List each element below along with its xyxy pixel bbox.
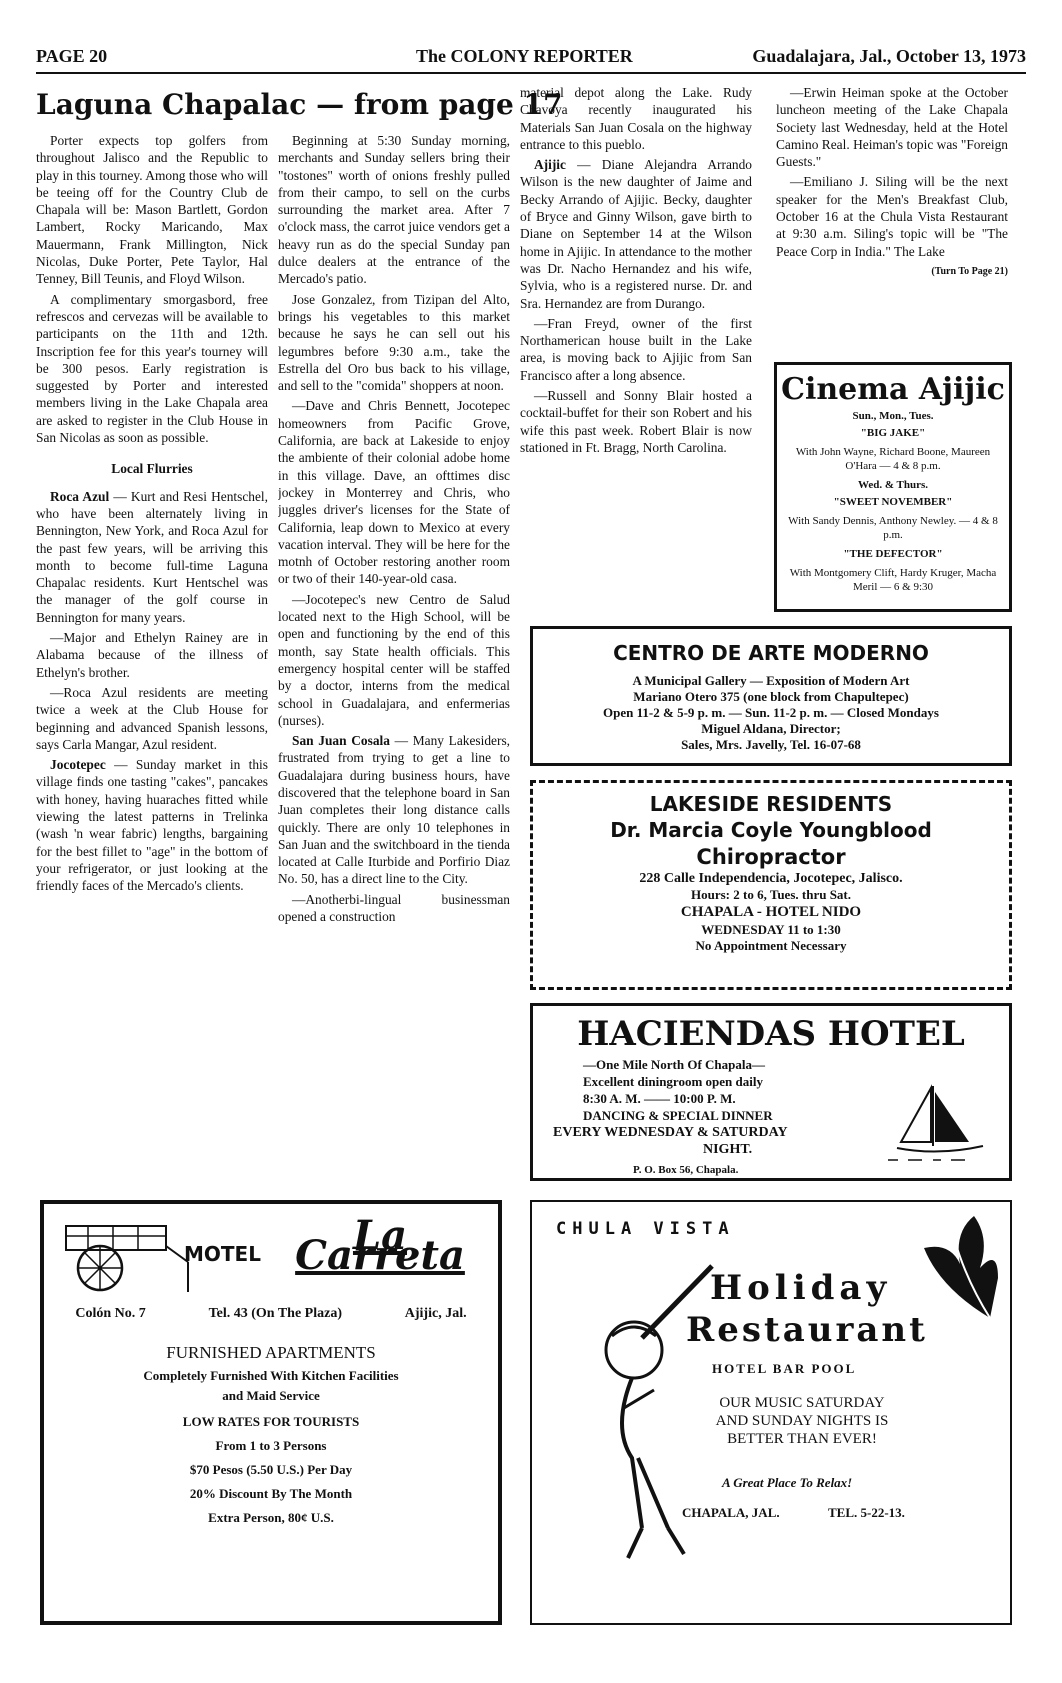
chula-vista-slogan: A Great Place To Relax! [722, 1475, 853, 1490]
chula-vista-phone: TEL. 5-22-13. [828, 1505, 905, 1520]
chula-vista-title: Restaurant [686, 1310, 928, 1350]
article-paragraph: —Roca Azul residents are meeting twice a week at the Club House for beginning and advanced Spanish lessons, says Carla Mangar, Azul resident. [36, 684, 268, 752]
cinema-film: "SWEET NOVEMBER" [833, 496, 953, 508]
cinema-title: Cinema Ajijic [781, 372, 1005, 407]
arte-title: CENTRO DE ARTE MODERNO [613, 641, 929, 665]
column-4 [776, 84, 1008, 349]
chula-vista-ad [530, 1200, 1012, 1625]
cinema-cast: With John Wayne, Richard Boone, Maureen O'Hara — 4 & 8 p.m. [795, 446, 991, 472]
arte-ad [530, 626, 1012, 766]
column-3 [520, 84, 752, 604]
haciendas-line: NIGHT. [703, 1142, 753, 1157]
article-paragraph: —Erwin Heiman spoke at the October luncheon meeting of the Lake Chapala Society last Wednesday, held at the Hotel Camino Real. Heiman's topic was "Foreign Guests." [776, 85, 1008, 170]
motel-line: $70 Pesos (5.50 U.S.) Per Day [189, 1462, 353, 1477]
chula-vista-line: BETTER THAN EVER! [727, 1431, 877, 1447]
chula-vista-town: CHAPALA, JAL. [682, 1505, 780, 1520]
arte-line: Mariano Otero 375 (one block from Chapultepec) [633, 689, 909, 704]
chiropractor-note: No Appointment Necessary [695, 938, 847, 953]
column-1 [36, 132, 268, 1162]
cinema-ad [774, 362, 1012, 612]
article-paragraph: —Dave and Chris Bennett, Jocotepec homeowners from Pacific Grove, California, are back at Lakeside to enjoy the ambiente of their colonial adobe home in this village. Dave, an ofttimes disc jockey in Monterrey and Chris, who juggles driver's licenses for the State of California, leap down to Mexico at every vacation interval. They will be here for the motnh of October restoring another room or two of their 140-year-old casa. [278, 398, 510, 587]
continued-notice: (Turn To Page 21) [931, 265, 1008, 277]
motel-line: and Maid Service [222, 1388, 320, 1403]
article-paragraph: A complimentary smorgasbord, free refrescos and cervezas will be available to participants on the 11th and 12th. Inscription fee for this year's tourney will be 300 pesos. Early registration is suggested by Porter and interested members living in the Lake Chapala area are asked to register in the Club House in San Nicolas as soon as possible. [36, 291, 268, 446]
section-subhead: Local Flurries [111, 461, 193, 477]
motel-line: Extra Person, 80¢ U.S. [208, 1510, 334, 1525]
motel-phone: Tel. 43 (On The Plaza) [208, 1306, 342, 1321]
cinema-cast: With Montgomery Clift, Hardy Kruger, Macha Meril — 6 & 9:30 [789, 567, 997, 593]
article-paragraph: San Juan Cosala — Many Lakesiders, frustrated from trying to get a line to Guadalajara during business hours, have discovered that the telephone board in San Juan completes their long distance calls quickly. There are only 10 telephones in San Juan and the switchboard in the tienda located at Calle Iturbide and Porfirio Diaz No. 50, has a direct line to the City. [278, 733, 510, 887]
motel-line: 20% Discount By The Month [189, 1486, 353, 1501]
haciendas-line: EVERY WEDNESDAY & SATURDAY [553, 1125, 788, 1140]
motel-address: Colón No. 7 [75, 1306, 146, 1321]
chula-vista-amenities: HOTEL BAR POOL [712, 1361, 857, 1376]
motel-line: From 1 to 3 Persons [215, 1438, 327, 1453]
motel-line: Completely Furnished With Kitchen Facilities [143, 1368, 399, 1383]
sailboat-icon [883, 1076, 993, 1166]
article-paragraph: Beginning at 5:30 Sunday morning, merchants and Sunday sellers bring their "tostones" worth of onions freshly pulled from their campo, to sell on the curbs surrounding the market area. After 7 o'clock mass, the carrot juice vendors get a heavy run as do the special Sunday pan dulce dealers at the entrance of the Mercado's patio. [278, 133, 510, 287]
haciendas-line: —One Mile North Of Chapala— [583, 1057, 765, 1072]
article-paragraph: Porter expects top golfers from throughout Jalisco and the Republic to play in this tourney. Among those who will be teeing off for the Country Club de Chapala will be: Mason Bartlett, Gordon Lambert, Rocky Maricando, Max Mauermann, Frank Millington, Nick Nicolas, Duke Porter, Pete Taylor, Hal Tenney, Bill Teunis, and Floyd Wilson. [36, 133, 268, 287]
chiropractor-hours: Hours: 2 to 6, Tues. thru Sat. [691, 887, 851, 902]
cart-icon [58, 1216, 193, 1296]
chula-vista-title: Holiday [710, 1268, 892, 1308]
article-paragraph: Ajijic — Diane Alejandra Arrando Wilson is the new daughter of Jaime and Becky Arrando of Ajijic. Becky, daughter of Bryce and Ginny Wilson, gave birth to Diane on September 14 at the Wilson home in Ajijic. In attendance to the mother was Dr. Nacho Hernandez and his wife, Sylvia, who is a registered nurse. Dr. and Sra. Hernandez are from Durango. [520, 157, 752, 311]
article-paragraph: —Fran Freyd, owner of the first Northamerican house built in the Lake area, is moving back to Ajijic from San Francisco after a long absence. [520, 315, 752, 383]
article-paragraph: —Major and Ethelyn Rainey are in Alabama because of the illness of Ethelyn's brother. [36, 630, 268, 680]
haciendas-line: P. O. Box 56, Chapala. [633, 1164, 739, 1176]
haciendas-ad [530, 1003, 1012, 1181]
chula-vista-line: OUR MUSIC SATURDAY [719, 1395, 885, 1411]
arte-line: A Municipal Gallery — Exposition of Modern Art [632, 673, 910, 688]
cinema-days: Sun., Mon., Tues. [852, 410, 934, 422]
page-number: PAGE 20 [36, 46, 108, 66]
motel-line: FURNISHED APARTMENTS [166, 1343, 376, 1362]
article-paragraph: Roca Azul — Kurt and Resi Hentschel, who have been alternately living in Bennington, New York, and Roca Azul for the past few years, will be arriving this month to become full-time Laguna Chapalac residents. Kurt Hentschel was the manager of the golf course in Bennington for many years. [36, 488, 268, 625]
arte-line: Sales, Mrs. Javelly, Tel. 16-07-68 [681, 737, 861, 752]
article-paragraph: —Anotherbi-lingual businessman opened a construction [278, 891, 510, 925]
paper-name: The COLONY REPORTER [416, 46, 633, 66]
cinema-film: "THE DEFECTOR" [843, 548, 943, 560]
cinema-days: Wed. & Thurs. [857, 479, 929, 491]
article-paragraph: —Emiliano J. Siling will be the next speaker for the Men's Breakfast Club, October 16 at the Chula Vista Restaurant at 9:30 a.m. Siling's topic will be "The Peace Corp in India." The Lake [776, 174, 1008, 259]
article-paragraph: material depot along the Lake. Rudy Chavoya recently inaugurated his Materials San Juan Cosala on the highway entrance to this pueblo. [520, 85, 752, 152]
chiropractor-address: 228 Calle Independencia, Jocotepec, Jalisco. [639, 871, 903, 886]
chiropractor-heading: LAKESIDE RESIDENTS [649, 792, 893, 816]
chiropractor-name: Dr. Marcia Coyle Youngblood [610, 818, 932, 842]
motel-town: Ajijic, Jal. [404, 1306, 467, 1321]
chula-vista-line: AND SUNDAY NIGHTS IS [715, 1413, 889, 1429]
arte-line: Miguel Aldana, Director; [701, 721, 841, 736]
haciendas-line: DANCING & SPECIAL DINNER [583, 1108, 773, 1123]
motel-name: La Carreta [295, 1212, 465, 1279]
motel-word: MOTEL [184, 1242, 261, 1266]
column-2 [278, 132, 510, 1162]
article-paragraph: —Jocotepec's new Centro de Salud located next to the High School, will be open and functioning by the end of this month, say State health officials. This emergency hospital center will be staffed by a doctor, interns from the medical school in Guadalajara, and enfermerias (nurses). [278, 591, 510, 728]
dateline: Guadalajara, Jal., October 13, 1973 [752, 46, 1026, 66]
chiropractor-ad [530, 780, 1012, 990]
chiropractor-profession: Chiropractor [696, 845, 846, 869]
page-header [36, 42, 1026, 74]
haciendas-title: HACIENDAS HOTEL [577, 1014, 965, 1054]
cinema-film: "BIG JAKE" [860, 427, 926, 439]
cinema-cast: With Sandy Dennis, Anthony Newley. — 4 & 8 p.m. [788, 515, 998, 541]
haciendas-line: Excellent diningroom open daily [583, 1074, 763, 1089]
motel-ad [40, 1200, 502, 1625]
arte-line: Open 11-2 & 5-9 p. m. — Sun. 11-2 p. m. — Closed Mondays [603, 705, 939, 720]
chiropractor-location: CHAPALA - HOTEL NIDO [680, 904, 862, 920]
article-paragraph: —Russell and Sonny Blair hosted a cocktail-buffet for their son Robert and his wife this past week. Robert Blair is now stationed in Ft. Bragg, North Carolina. [520, 388, 752, 455]
headline: Laguna Chapalac — from page 17 [36, 88, 563, 121]
article-paragraph: Jocotepec — Sunday market in this village finds one tasting "cakes", pancakes with honey, having huaraches fitted while viewing the latest patterns in Trelinka (wash 'n wear fabric) lengths, bargaining for the best fillet to "age" in the bottom of your refrigerator, or just looking at the friendly faces of the Mercado's clients. [36, 757, 268, 894]
motel-line: LOW RATES FOR TOURISTS [182, 1414, 360, 1429]
article-paragraph: Jose Gonzalez, from Tizipan del Alto, brings his vegetables to this market because he says he can sell out his legumbres before 9:30 a.m., take the Estrella del Oro bus back to his village, and sell to the "comida" shoppers at noon. [278, 291, 510, 394]
chula-vista-brand: CHULA VISTA [556, 1219, 735, 1239]
haciendas-line: 8:30 A. M. —— 10:00 P. M. [583, 1091, 736, 1106]
chiropractor-hours: WEDNESDAY 11 to 1:30 [701, 922, 841, 937]
